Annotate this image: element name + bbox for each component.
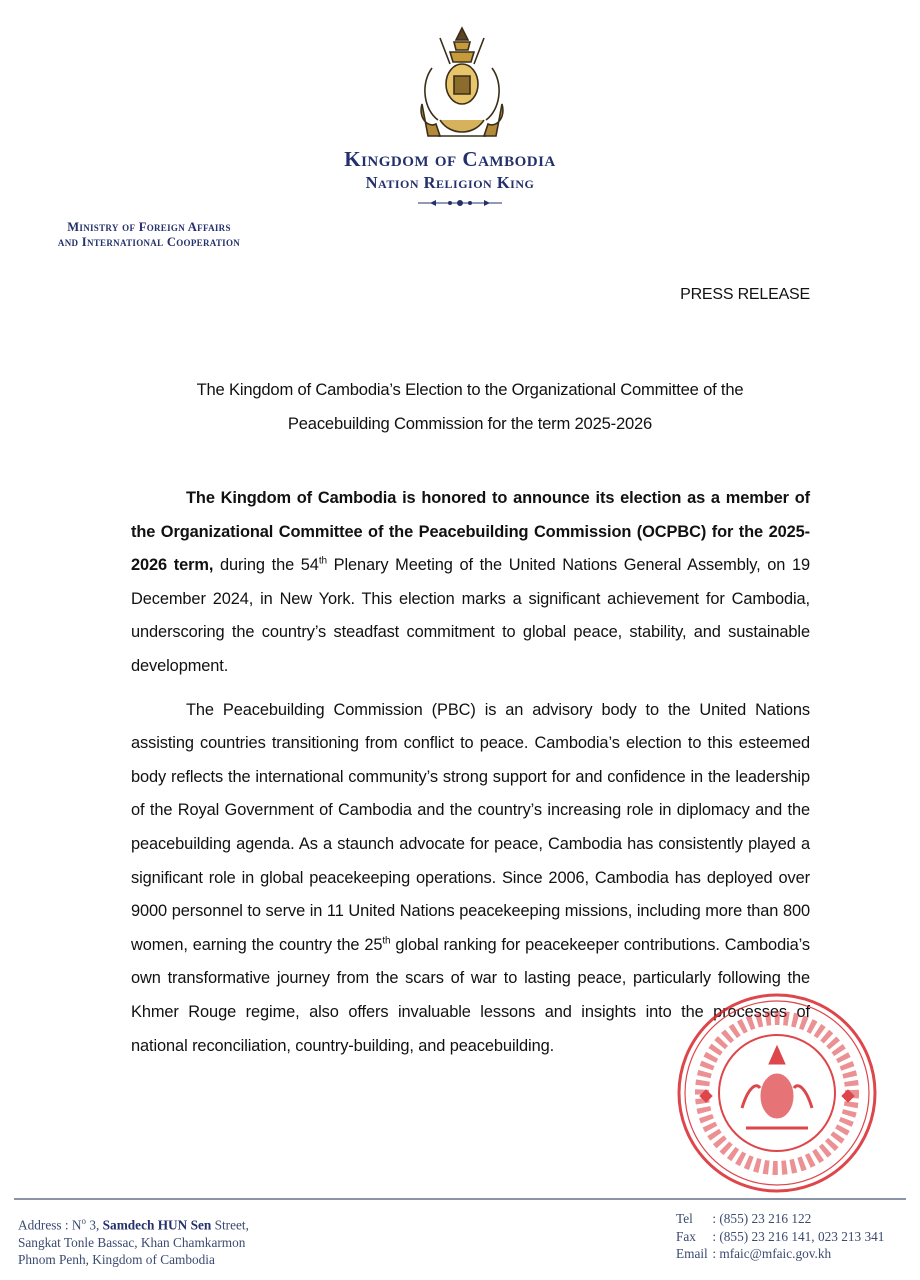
paragraph-1 xyxy=(131,482,810,684)
document-title xyxy=(130,373,810,441)
paragraph-2-text-a: The Peacebuilding Commission (PBC) is an advisory body to the United Nations assisting countries transitioning from conflict to peace. Cambodia’s election to this esteemed body reflects the international community’s strong support for and confidence in the leadership of the Royal Government of Cambodia and the country’s increasing role in diplomacy and the peacebuilding agenda. As a staunch advocate for peace, Cambodia has consistently played a significant role in global peacekeeping operations. Since 2006, Cambodia has deployed over 9000 personnel to serve in 11 United Nations peacekeeping missions, including more than 800 women, earning the country the 25 xyxy=(131,700,810,954)
footer-address xyxy=(18,1213,249,1269)
ordinal-suffix: th xyxy=(318,555,327,567)
press-release-label: PRESS RELEASE xyxy=(680,286,810,303)
ministry-line-1: Ministry of Foreign Affairs xyxy=(67,220,231,234)
royal-emblem-icon xyxy=(410,24,514,144)
tel-label: Tel xyxy=(676,1211,693,1226)
address-line-1 xyxy=(18,1213,249,1234)
ornament-divider-icon xyxy=(418,197,502,209)
address-number: 3, xyxy=(86,1217,103,1233)
ministry-name xyxy=(18,220,280,250)
document-body xyxy=(131,482,810,1063)
email-value: : mfaic@mfaic.gov.kh xyxy=(712,1246,832,1261)
ordinal-suffix: th xyxy=(382,935,391,947)
paragraph-1-text-a: during the 54 xyxy=(213,556,319,575)
address-street-suffix: Street, xyxy=(211,1217,249,1233)
email-label: Email xyxy=(676,1246,708,1261)
address-line-3: Phnom Penh, Kingdom of Cambodia xyxy=(18,1252,215,1268)
ministry-line-2: and International Cooperation xyxy=(57,235,241,249)
fax-value: : (855) 23 216 141, 023 213 341 xyxy=(712,1228,885,1244)
paragraph-2-text-b: global ranking for peacekeeper contributions. Cambodia’s own transformative journey from the scars of war to lasting peace, particularly following the Khmer Rouge regime, also offers invaluable lessons and insights into the processes of national reconciliation, country-building, and peacebuilding. xyxy=(131,935,810,1055)
paragraph-1-lead: The Kingdom of Cambodia is honored to announce its election as a member of the Organizational Committee of the Peacebuilding Commission (OCPBC) for the 2025-2026 term, xyxy=(131,489,810,575)
fax-row xyxy=(676,1228,884,1246)
title-line-1: The Kingdom of Cambodia’s Election to the Organizational Committee of the xyxy=(196,380,744,399)
tel-value: : (855) 23 216 122 xyxy=(712,1211,812,1226)
title-line-2: Peacebuilding Commission for the term 2025-2026 xyxy=(287,414,653,433)
email-row xyxy=(676,1245,884,1263)
address-label: Address : N xyxy=(18,1217,82,1233)
tel-row xyxy=(676,1210,884,1228)
red-seal-icon xyxy=(672,988,882,1198)
footer-divider xyxy=(14,1198,906,1200)
number-mark: o xyxy=(81,1216,87,1226)
address-line-2: Sangkat Tonle Bassac, Khan Chamkarmon xyxy=(18,1234,246,1250)
fax-label: Fax xyxy=(676,1228,696,1244)
paragraph-1-text-b: Plenary Meeting of the United Nations General Assembly, on 19 December 2024, in New York. This election marks a significant achievement for Cambodia, underscoring the country’s steadfast commitment to global peace, stability, and sustainable development. xyxy=(131,556,810,675)
kingdom-title: Kingdom of Cambodia xyxy=(344,147,556,171)
motto: Nation Religion King xyxy=(365,173,535,192)
footer-contact xyxy=(676,1210,884,1263)
address-street-name: Samdech HUN Sen xyxy=(102,1217,212,1233)
